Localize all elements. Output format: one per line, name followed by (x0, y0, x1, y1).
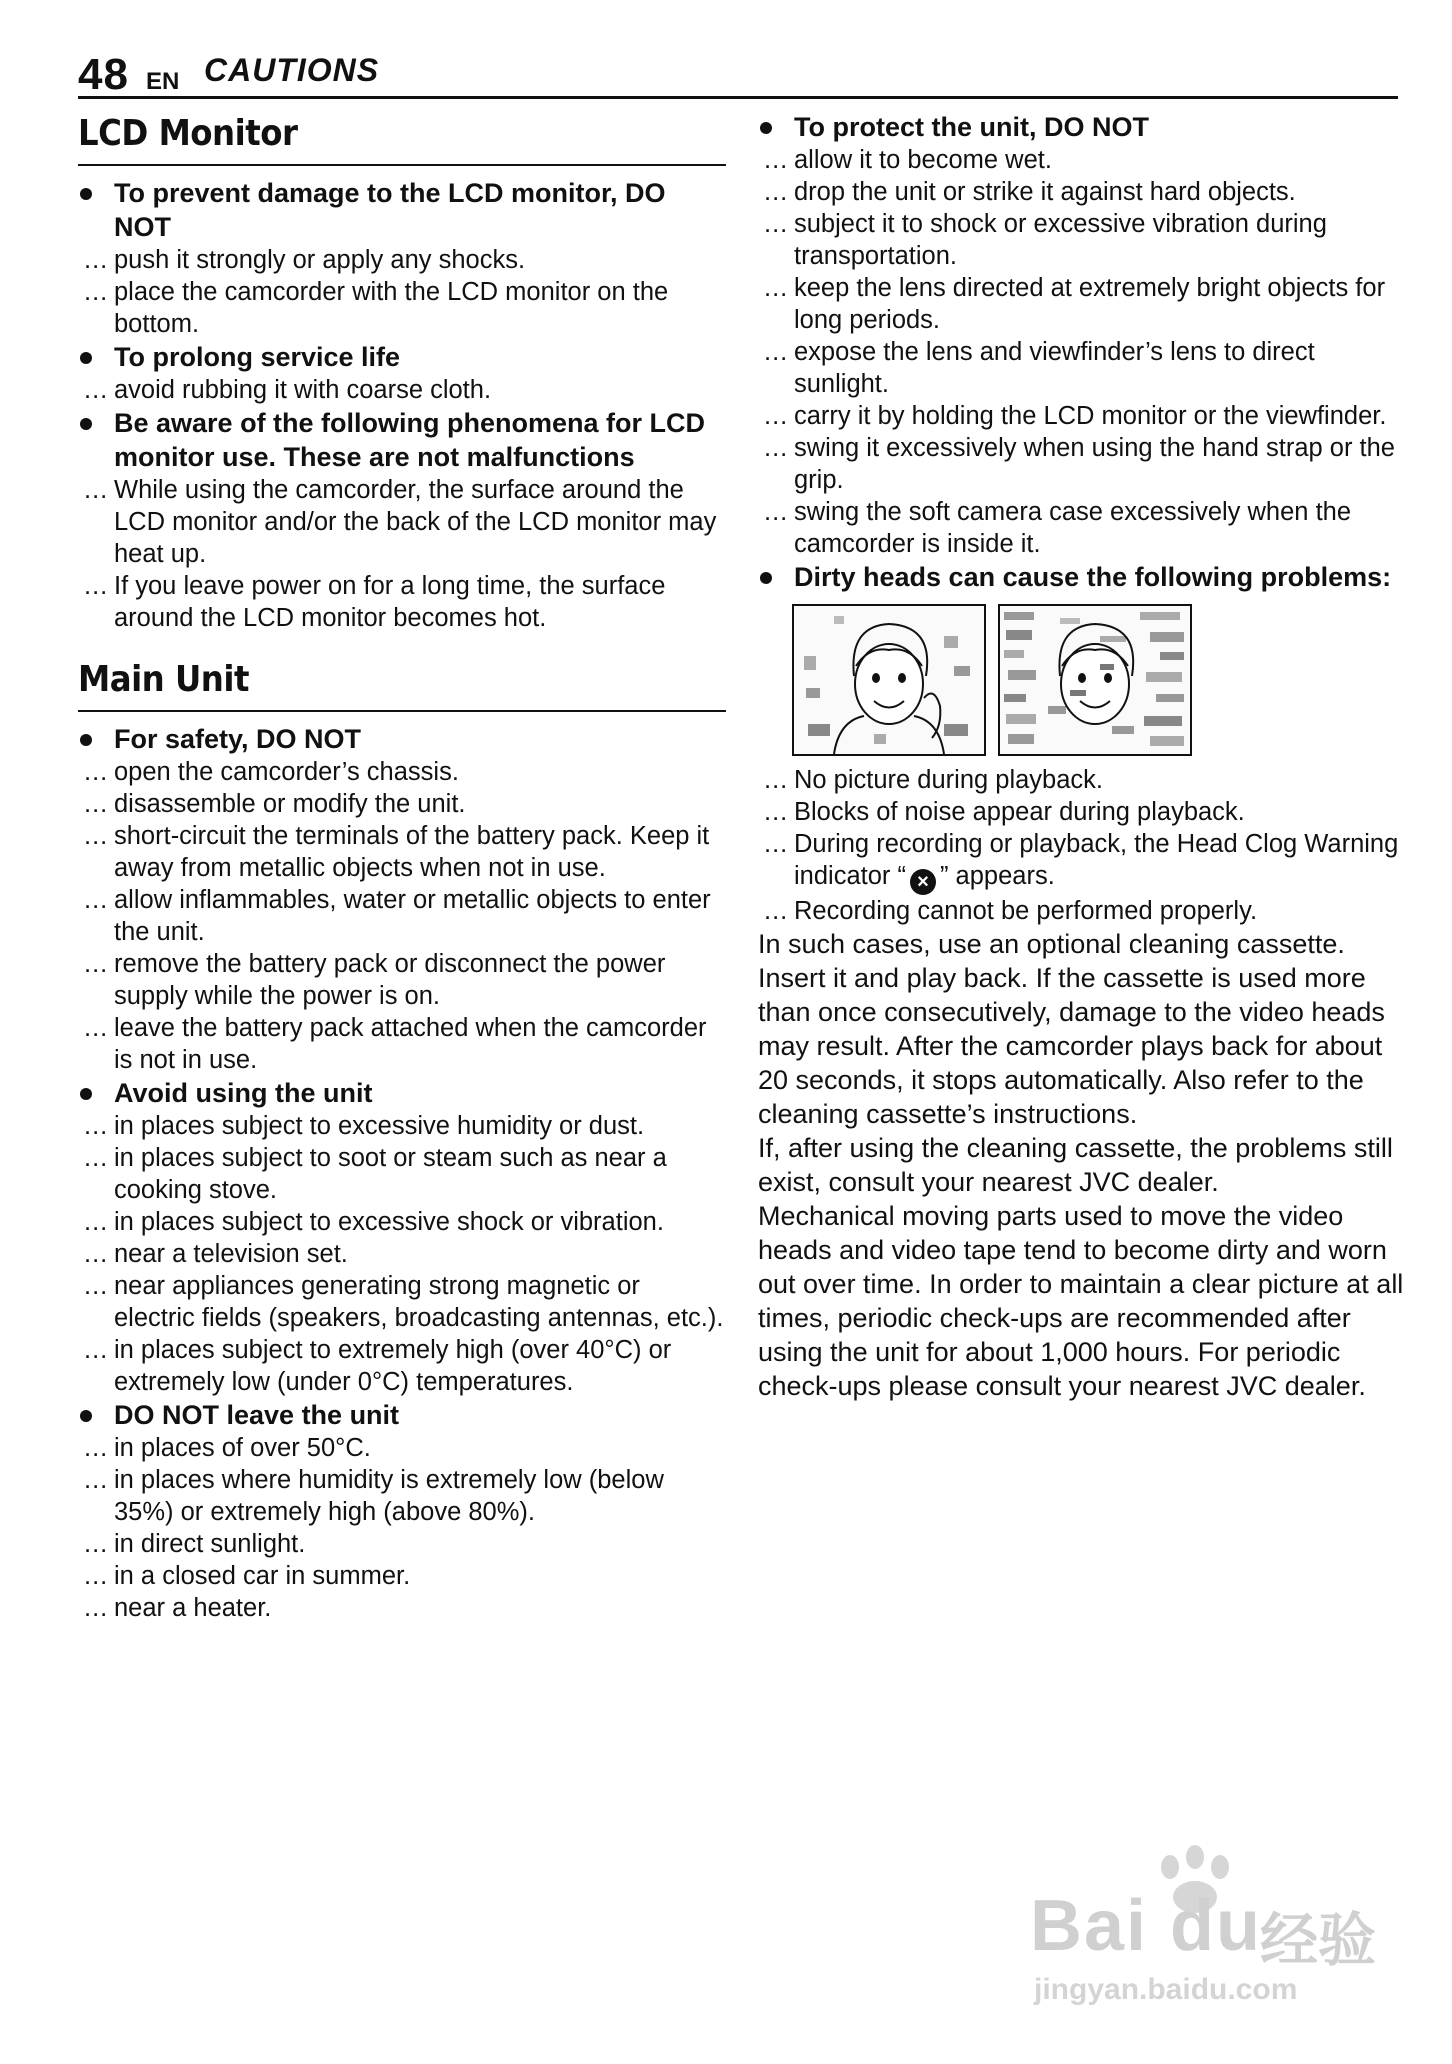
noise-blocks-illustration (998, 604, 1192, 756)
list-item: ... near appliances generating strong magnetic or electric fields (speakers, broadcasting antennas, etc.). (84, 1272, 724, 1332)
list-item: ... carry it by holding the LCD monitor or the viewfinder. (764, 402, 1387, 430)
list-item: ... in places of over 50°C. (84, 1434, 371, 1462)
list-item: ... subject it to shock or excessive vibration during transportation. (764, 210, 1327, 270)
page-language: EN (146, 68, 180, 95)
no-picture-illustration (792, 604, 986, 756)
body-paragraph: In such cases, use an optional cleaning cassette. Insert it and play back. If the cassette is used more than once consecutively, damage to the video heads may result. After the camcorder plays back for about 20 seconds, it stops automatically. Also refer to the cleaning cassette’s instructions. (758, 929, 1385, 1129)
list-item: ... near a heater. (84, 1594, 272, 1622)
list-item: ... in places subject to excessive shock or vibration. (84, 1208, 664, 1236)
list-item: ... If you leave power on for a long time, the surface around the LCD monitor becomes hot. (84, 572, 666, 632)
list-item: ... near a television set. (84, 1240, 348, 1268)
left-column (78, 110, 726, 1624)
list-item: ... in places where humidity is extremely low (below 35%) or extremely high (above 80%). (84, 1466, 664, 1526)
lcd-group-title: To prolong service life (78, 340, 726, 374)
list-item: ... remove the battery pack or disconnect the power supply while the power is on. (84, 950, 666, 1010)
list-item: ... Blocks of noise appear during playback. (764, 798, 1245, 826)
baidu-watermark (1030, 1845, 1410, 2005)
list-item: ... expose the lens and viewfinder’s lens to direct sunlight. (764, 338, 1315, 398)
list-item: ... open the camcorder’s chassis. (84, 758, 459, 786)
page-header (78, 46, 1398, 99)
list-item: ... Recording cannot be performed properly. (764, 897, 1258, 925)
list-item: ... push it strongly or apply any shocks. (84, 246, 526, 274)
list-item: ... keep the lens directed at extremely bright objects for long periods. (764, 274, 1386, 334)
list-item: ... in places subject to excessive humidity or dust. (84, 1112, 645, 1140)
head-clog-warning-icon: × (910, 869, 936, 895)
body-paragraph: If, after using the cleaning cassette, the problems still exist, consult your nearest JVC dealer. (758, 1133, 1393, 1197)
list-item: ... in a closed car in summer. (84, 1562, 411, 1590)
list-item: ... No picture during playback. (764, 766, 1104, 794)
list-item: ... avoid rubbing it with coarse cloth. (84, 376, 492, 404)
page-number: 48 (78, 50, 129, 99)
lcd-group-title: Be aware of the following phenomena for LCD monitor use. These are not malfunctions (78, 406, 726, 474)
list-item: ... During recording or playback, the Head Clog Warning indicator “ × ” appears. (764, 830, 1399, 893)
page-title: CAUTIONS (204, 52, 380, 88)
lcd-group-title: To prevent damage to the LCD monitor, DO NOT (78, 176, 726, 244)
list-item: ... in direct sunlight. (84, 1530, 306, 1558)
main-unit-group-title: DO NOT leave the unit (78, 1398, 726, 1432)
list-item: ... allow it to become wet. (764, 146, 1052, 174)
protect-group-title: To protect the unit, DO NOT (758, 110, 1408, 144)
list-item: ... disassemble or modify the unit. (84, 790, 466, 818)
list-item: ... in places subject to soot or steam such as near a cooking stove. (84, 1144, 667, 1204)
dirty-heads-figures (792, 604, 1408, 756)
list-item: ... in places subject to extremely high (over 40°C) or extremely low (under 0°C) temperatures. (84, 1336, 672, 1396)
list-item: ... swing the soft camera case excessively when the camcorder is inside it. (764, 498, 1352, 558)
main-unit-heading: Main Unit (78, 656, 726, 712)
list-item: ... leave the battery pack attached when the camcorder is not in use. (84, 1014, 707, 1074)
list-item: ... place the camcorder with the LCD monitor on the bottom. (84, 278, 669, 338)
watermark-url: jingyan.baidu.com (1034, 1973, 1298, 2006)
body-paragraph: Mechanical moving parts used to move the video heads and video tape tend to become dirty and worn out over time. In order to maintain a clear picture at all times, periodic check-ups are recommended after using the unit for about 1,000 hours. For periodic check-ups please consult your nearest JVC dealer. (758, 1201, 1404, 1401)
main-unit-group-title: For safety, DO NOT (78, 722, 726, 756)
list-item: ... short-circuit the terminals of the battery pack. Keep it away from metallic objects when not in use. (84, 822, 710, 882)
watermark-cn-text: 经验 (1260, 1908, 1377, 1973)
watermark-logo-text: Bai du (1030, 1886, 1263, 1966)
lcd-monitor-heading: LCD Monitor (78, 110, 726, 166)
right-column (758, 110, 1408, 1403)
list-item: ... While using the camcorder, the surface around the LCD monitor and/or the back of the LCD monitor may heat up. (84, 476, 717, 568)
list-item: ... swing it excessively when using the hand strap or the grip. (764, 434, 1395, 494)
main-unit-group-title: Avoid using the unit (78, 1076, 726, 1110)
dirty-heads-title: Dirty heads can cause the following problems: (758, 560, 1408, 594)
list-item: ... drop the unit or strike it against hard objects. (764, 178, 1296, 206)
list-item: ... allow inflammables, water or metallic objects to enter the unit. (84, 886, 711, 946)
